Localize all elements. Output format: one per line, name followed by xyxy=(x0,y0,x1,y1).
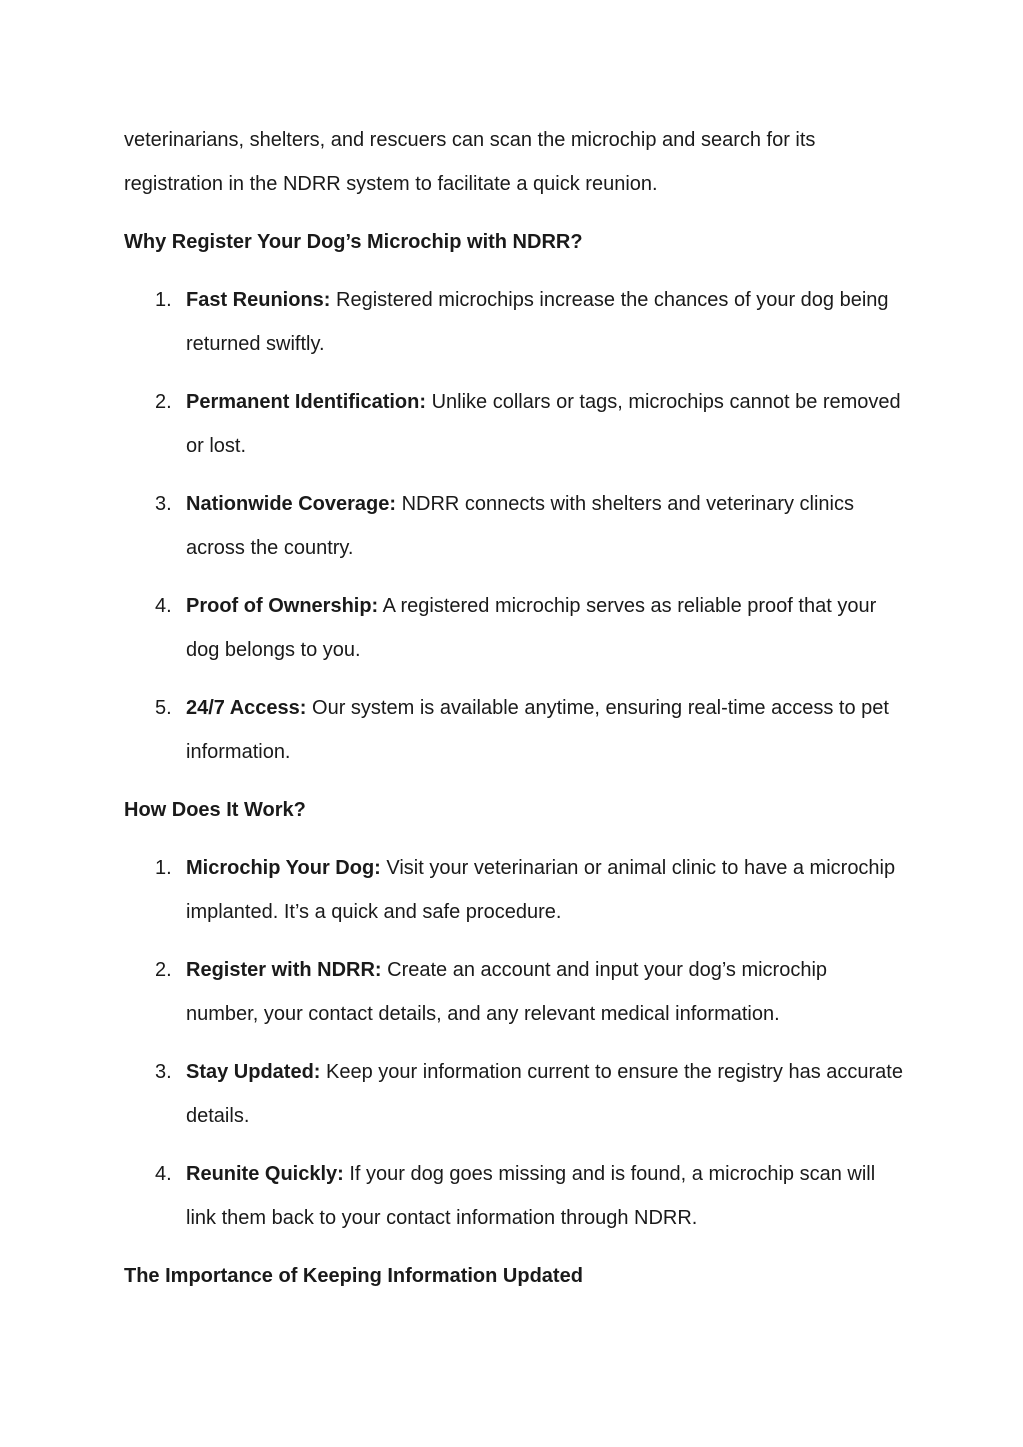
how-it-works-heading: How Does It Work? xyxy=(124,799,306,821)
list-text: Our system is available anytime, ensuring real-time access to pet information. xyxy=(186,697,889,763)
why-register-heading: Why Register Your Dog’s Microchip with NDRR? xyxy=(124,231,583,253)
list-item xyxy=(124,482,904,570)
list-number: 1. xyxy=(155,289,172,311)
list-text: Keep your information current to ensure the registry has accurate details. xyxy=(186,1061,903,1127)
list-term: Stay Updated: xyxy=(186,1061,321,1083)
list-text: Create an account and input your dog’s microchip number, your contact details, and any relevant medical information. xyxy=(186,959,828,1025)
list-text: A registered microchip serves as reliable proof that your dog belongs to you. xyxy=(186,595,877,661)
list-number: 3. xyxy=(155,493,172,515)
list-term: Nationwide Coverage: xyxy=(186,493,397,515)
list-text: Visit your veterinarian or animal clinic to have a microchip implanted. It’s a quick and safe procedure. xyxy=(186,857,896,923)
list-number: 2. xyxy=(155,391,172,413)
list-number: 4. xyxy=(155,595,172,617)
list-term: Fast Reunions: xyxy=(186,289,331,311)
list-item xyxy=(124,846,904,934)
list-number: 2. xyxy=(155,959,172,981)
list-text: NDRR connects with shelters and veterinary clinics across the country. xyxy=(186,493,854,559)
list-text: Unlike collars or tags, microchips cannot be removed or lost. xyxy=(186,391,901,457)
list-term: 24/7 Access: xyxy=(186,697,307,719)
why-register-list xyxy=(124,278,904,774)
list-number: 3. xyxy=(155,1061,172,1083)
list-term: Proof of Ownership: xyxy=(186,595,379,617)
list-item xyxy=(124,1050,904,1138)
list-term: Register with NDRR: xyxy=(186,959,382,981)
how-it-works-list xyxy=(124,846,904,1240)
intro-line-1: veterinarians, shelters, and rescuers can scan the microchip and search for its xyxy=(124,129,816,151)
list-term: Permanent Identification: xyxy=(186,391,427,413)
document-page xyxy=(124,118,904,1298)
list-number: 1. xyxy=(155,857,172,879)
list-item xyxy=(124,584,904,672)
intro-line-2: registration in the NDRR system to facilitate a quick reunion. xyxy=(124,173,658,195)
list-text: If your dog goes missing and is found, a microchip scan will link them back to your contact information through NDRR. xyxy=(186,1163,876,1229)
list-term: Microchip Your Dog: xyxy=(186,857,381,879)
list-item xyxy=(124,278,904,366)
intro-paragraph xyxy=(124,118,904,206)
list-number: 5. xyxy=(155,697,172,719)
list-item xyxy=(124,948,904,1036)
importance-heading: The Importance of Keeping Information Updated xyxy=(124,1265,583,1287)
list-text: Registered microchips increase the chances of your dog being returned swiftly. xyxy=(186,289,889,355)
list-item xyxy=(124,686,904,774)
list-item xyxy=(124,1152,904,1240)
list-item xyxy=(124,380,904,468)
list-term: Reunite Quickly: xyxy=(186,1163,344,1185)
list-number: 4. xyxy=(155,1163,172,1185)
